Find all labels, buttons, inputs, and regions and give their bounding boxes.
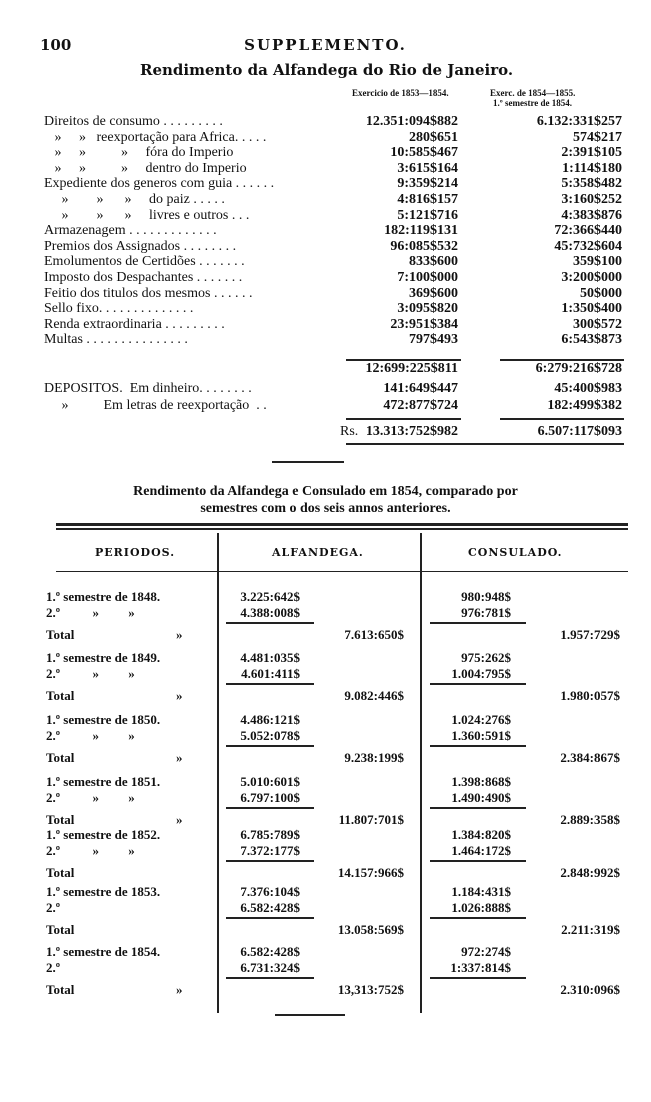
revenue-row: [44, 254, 624, 270]
row-value-1853-1854: 96:085$532: [390, 238, 458, 254]
row-value-1853-1854: 182:119$131: [384, 223, 458, 239]
consulado-semester-value: 1.490:490$: [451, 790, 511, 805]
total-label: Total: [46, 982, 75, 997]
header-alfandega: ALFANDEGA.: [272, 546, 364, 559]
total-label: Total: [46, 750, 75, 765]
total-label: Total: [46, 812, 75, 827]
consulado-semester-value: 972:274$: [461, 944, 511, 959]
row-value-1854-1855: 5:358$482: [561, 176, 622, 192]
consulado-semester-value: 1.184:431$: [451, 884, 511, 899]
total-row: [46, 750, 626, 766]
subtotal-rule: [430, 683, 526, 685]
row-value-1854-1855: 4:383$876: [561, 207, 622, 223]
alfandega-semester-value: 4.486:121$: [240, 712, 300, 727]
subtotal-rule: [430, 917, 526, 919]
row-label: Feitio dos titulos dos mesmos . . . . . .: [44, 285, 253, 301]
alfandega-semester-value: 7.376:104$: [240, 884, 300, 899]
section1-title: Rendimento da Alfandega do Rio de Janeiro.: [140, 61, 514, 79]
period-label: 1.º semestre de 1850.: [46, 712, 161, 727]
header-rule: [56, 571, 628, 572]
subtotal-rule: [430, 745, 526, 747]
consulado-semester-value: 1.026:888$: [451, 900, 511, 915]
row-value-1854-1855: 6.132:331$257: [536, 114, 622, 129]
total-label: Total: [46, 865, 75, 880]
subtotal-rule: [226, 745, 314, 747]
consulado-total-value: 1.957:729$: [560, 627, 620, 642]
subtotal-rule: [430, 807, 526, 809]
row-value-1853-1854: 369$600: [409, 285, 458, 301]
alfandega-total-value: 14.157:966$: [337, 865, 404, 880]
revenue-row: [44, 270, 624, 286]
deposit-v2: 45:400$983: [554, 381, 622, 396]
total-row: [46, 982, 626, 998]
consulado-semester-value: 980:948$: [461, 589, 511, 604]
row-label: Emolumentos de Certidões . . . . . . .: [44, 254, 245, 270]
semester-row: [46, 827, 626, 843]
closing-rule: [275, 1014, 345, 1016]
row-value-1854-1855: 1:350$400: [561, 301, 622, 317]
row-value-1854-1855: 1:114$180: [562, 160, 622, 176]
row-value-1854-1855: 300$572: [573, 316, 622, 332]
total-row: [46, 627, 626, 643]
period-label: 2.º: [46, 900, 61, 915]
alfandega-semester-value: 4.601:411$: [241, 666, 300, 681]
table-top-rule: [56, 528, 628, 530]
alfandega-semester-value: 7.372:177$: [240, 843, 300, 858]
row-value-1854-1855: 3:200$000: [561, 270, 622, 285]
revenue-row: [44, 317, 624, 333]
semester-row: [46, 666, 626, 682]
row-value-1854-1855: 6:543$873: [561, 332, 622, 348]
period-label: 2.º » »: [46, 605, 135, 620]
subtotal-rule: [226, 860, 314, 862]
revenue-row: [44, 223, 624, 239]
alfandega-semester-value: 4.388:008$: [240, 605, 300, 620]
alfandega-semester-value: 3.225:642$: [240, 589, 300, 604]
consulado-semester-value: 1.398:868$: [451, 774, 511, 789]
consulado-semester-value: 975:262$: [461, 650, 511, 665]
row-value-1853-1854: 7:100$000: [397, 270, 458, 285]
revenue-row: [44, 192, 624, 208]
consulado-total-value: 1.980:057$: [560, 688, 620, 703]
consulado-semester-value: 976:781$: [461, 605, 511, 620]
row-label: » » reexportação para Africa. . . . .: [44, 129, 267, 145]
semester-row: [46, 728, 626, 744]
revenue-row: [44, 145, 624, 161]
row-label: Armazenagem . . . . . . . . . . . . .: [44, 223, 217, 239]
total-label: Total: [46, 922, 75, 937]
period-label: 2.º » »: [46, 728, 135, 743]
revenue-row: [44, 176, 624, 192]
subtotal-rule: [430, 860, 526, 862]
section2-title-line2: semestres com o dos seis annos anteriores.: [200, 501, 451, 516]
period-label: 1.º semestre de 1852.: [46, 827, 161, 842]
row-value-1853-1854: 4:816$157: [397, 192, 458, 207]
subtotal-rule: [226, 977, 314, 979]
revenue-row: [44, 286, 624, 302]
deposit-v2: 182:499$382: [547, 398, 622, 413]
period-label: 2.º » »: [46, 790, 135, 805]
row-label: Sello fixo. . . . . . . . . . . . . .: [44, 301, 194, 317]
period-label: 1.º semestre de 1849.: [46, 650, 161, 665]
alfandega-total-value: 13,313:752$: [337, 982, 404, 997]
row-value-1854-1855: 2:391$105: [561, 145, 622, 161]
revenue-row: [44, 114, 624, 130]
subtotal-rule: [226, 683, 314, 685]
total-row: [46, 865, 626, 881]
alfandega-total-value: 7.613:650$: [344, 627, 404, 642]
subtotal-rule: [430, 622, 526, 624]
consulado-semester-value: 1.024:276$: [451, 712, 511, 727]
deposit-v1: 141:649$447: [383, 381, 458, 396]
row-value-1853-1854: 797$493: [409, 332, 458, 348]
revenue-row: [44, 239, 624, 255]
row-value-1853-1854: 23:951$384: [390, 316, 458, 332]
total-row: [46, 922, 626, 938]
row-label: » » » livres e outros . . .: [44, 207, 250, 223]
revenue-row: [44, 130, 624, 146]
alfandega-total-value: 9.082:446$: [344, 688, 404, 703]
row-value-1854-1855: 359$100: [573, 254, 622, 270]
row-value-1853-1854: 9:359$214: [397, 176, 458, 192]
total-row: [46, 688, 626, 704]
row-label: » » » dentro do Imperio: [44, 160, 247, 176]
row-value-1854-1855: 574$217: [573, 129, 622, 145]
alfandega-total-value: 11.807:701$: [338, 812, 404, 827]
consulado-semester-value: 1.464:172$: [451, 843, 511, 858]
consulado-semester-value: 1.384:820$: [451, 827, 511, 842]
consulado-total-value: 2.889:358$: [560, 812, 620, 827]
semester-row: [46, 843, 626, 859]
total-double-rule: [346, 443, 624, 445]
ditto-mark: »: [176, 982, 183, 997]
revenue-row: [44, 301, 624, 317]
running-title: SUPPLEMENTO.: [244, 36, 407, 54]
subtotal-row: [44, 361, 624, 377]
alfandega-semester-value: 6.582:428$: [240, 944, 300, 959]
subtotal-v1: 12:699:225$811: [365, 361, 458, 376]
consulado-total-value: 2.384:867$: [560, 750, 620, 765]
subtotal-rule: [226, 917, 314, 919]
row-label: Expediente dos generos com guia . . . . . .: [44, 176, 275, 192]
total-row: [46, 812, 626, 828]
semester-row: [46, 650, 626, 666]
row-value-1853-1854: 833$600: [409, 254, 458, 270]
total-label: Total: [46, 688, 75, 703]
ditto-mark: »: [176, 627, 183, 642]
deposit-row: [44, 398, 624, 414]
total-rule: [500, 418, 624, 420]
alfandega-semester-value: 5.010:601$: [240, 774, 300, 789]
subtotal-v2: 6:279:216$728: [535, 361, 622, 376]
total-rule: [346, 418, 461, 420]
consulado-total-value: 2.848:992$: [560, 865, 620, 880]
period-label: 1.º semestre de 1848.: [46, 589, 161, 604]
consulado-total-value: 2.310:096$: [560, 982, 620, 997]
semester-row: [46, 790, 626, 806]
deposit-label: » Em letras de reexportação . .: [44, 398, 267, 413]
row-label: Premios dos Assignados . . . . . . . .: [44, 238, 237, 254]
grand-total-row: [44, 424, 624, 440]
row-value-1853-1854: 3:095$820: [397, 301, 458, 317]
row-value-1854-1855: 3:160$252: [561, 192, 622, 207]
semester-row: [46, 900, 626, 916]
semester-row: [46, 774, 626, 790]
row-value-1854-1855: 45:732$604: [554, 238, 622, 254]
subtotal-rule: [430, 977, 526, 979]
row-label: Direitos de consumo . . . . . . . . .: [44, 114, 223, 129]
alfandega-total-value: 13.058:569$: [337, 922, 404, 937]
consulado-total-value: 2.211:319$: [561, 922, 620, 937]
total-v2: 6.507:117$093: [537, 424, 622, 439]
period-label: 2.º » »: [46, 666, 135, 681]
header-periodos: PERIODOS.: [95, 546, 176, 559]
consulado-semester-value: 1:337:814$: [450, 960, 511, 975]
col1-header: Exercicio de 1853—1854.: [352, 88, 449, 98]
period-label: 2.º » »: [46, 843, 135, 858]
ditto-mark: »: [176, 688, 183, 703]
subtotal-rule: [226, 622, 314, 624]
consulado-semester-value: 1.004:795$: [451, 666, 511, 681]
subtotal-rule: [226, 807, 314, 809]
period-label: 1.º semestre de 1851.: [46, 774, 161, 789]
alfandega-total-value: 9.238:199$: [344, 750, 404, 765]
alfandega-semester-value: 6.582:428$: [240, 900, 300, 915]
revenue-row: [44, 161, 624, 177]
consulado-semester-value: 1.360:591$: [451, 728, 511, 743]
deposit-v1: 472:877$724: [383, 398, 458, 413]
row-value-1853-1854: 12.351:094$882: [365, 114, 458, 129]
deposit-row: [44, 381, 624, 397]
row-value-1853-1854: 3:615$164: [397, 160, 458, 176]
revenue-row: [44, 208, 624, 224]
row-value-1853-1854: 280$651: [409, 129, 458, 145]
ditto-mark: »: [176, 812, 183, 827]
page-number: 100: [40, 36, 72, 54]
semester-row: [46, 712, 626, 728]
period-label: 2.º: [46, 960, 61, 975]
alfandega-semester-value: 6.797:100$: [240, 790, 300, 805]
row-value-1853-1854: 10:585$467: [390, 145, 458, 161]
total-v1: 13.313:752$982: [365, 424, 458, 439]
semester-row: [46, 589, 626, 605]
row-label: Imposto dos Despachantes . . . . . . .: [44, 270, 243, 285]
table-top-rule: [56, 523, 628, 526]
row-label: » » » fóra do Imperio: [44, 145, 234, 161]
section-divider: [272, 461, 344, 463]
alfandega-semester-value: 6.731:324$: [240, 960, 300, 975]
semester-row: [46, 944, 626, 960]
header-consulado: CONSULADO.: [468, 546, 563, 559]
section2-title-line1: Rendimento da Alfandega e Consulado em 1854, comparado por: [133, 484, 518, 499]
period-label: 1.º semestre de 1853.: [46, 884, 161, 899]
alfandega-semester-value: 5.052:078$: [240, 728, 300, 743]
alfandega-semester-value: 6.785:789$: [240, 827, 300, 842]
deposit-label: DEPOSITOS. Em dinheiro. . . . . . . .: [44, 381, 252, 396]
ditto-mark: »: [176, 750, 183, 765]
row-label: Renda extraordinaria . . . . . . . . .: [44, 316, 225, 332]
row-value-1854-1855: 50$000: [580, 285, 622, 301]
row-label: Multas . . . . . . . . . . . . . . .: [44, 332, 188, 348]
row-label: » » » do paiz . . . . .: [44, 192, 225, 207]
semester-row: [46, 960, 626, 976]
semester-row: [46, 884, 626, 900]
total-label: Rs.: [340, 424, 359, 439]
row-value-1854-1855: 72:366$440: [554, 223, 622, 239]
total-label: Total: [46, 627, 75, 642]
alfandega-semester-value: 4.481:035$: [240, 650, 300, 665]
col2-header-line2: 1.º semestre de 1854.: [493, 98, 573, 108]
period-label: 1.º semestre de 1854.: [46, 944, 161, 959]
revenue-row: [44, 332, 624, 348]
semester-row: [46, 605, 626, 621]
row-value-1853-1854: 5:121$716: [397, 207, 458, 223]
col2-header-line1: Exerc. de 1854—1855.: [490, 88, 576, 98]
